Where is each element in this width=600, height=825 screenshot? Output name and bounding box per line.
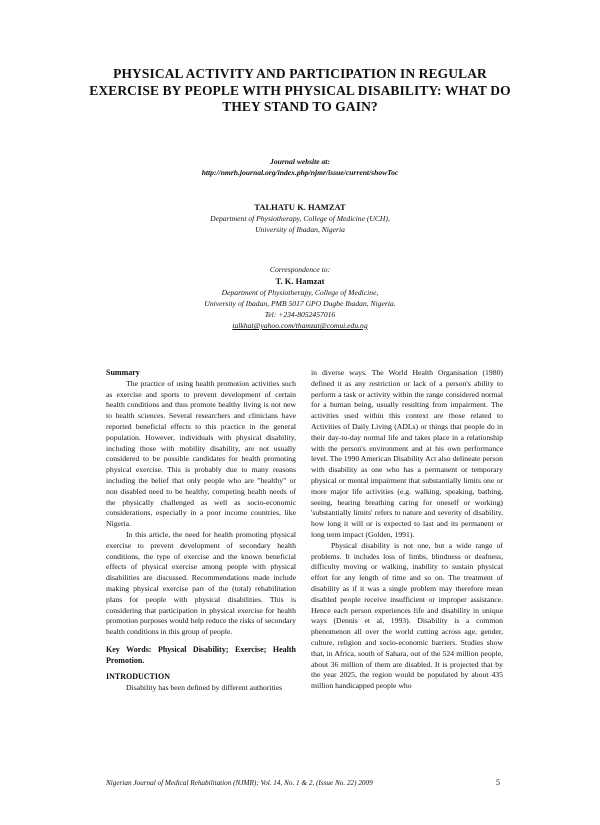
author-university: University of Ibadan, Nigeria	[255, 225, 345, 234]
correspondence-block	[100, 264, 500, 331]
introduction-heading: INTRODUCTION	[106, 671, 171, 681]
correspondence-address: University of Ibadan, PMB 5017 GPO Dugbe Ibadan, Nigeria.	[204, 299, 396, 308]
left-column	[106, 368, 296, 694]
right-column	[311, 368, 503, 692]
correspondence-dept: Department of Physiotherapy, College of Medicine,	[221, 288, 379, 297]
journal-website	[100, 156, 500, 178]
author-block	[100, 201, 500, 235]
correspondence-email[interactable]: talkhat@yahoo.com/thamzat@comui.edu.ng	[232, 321, 368, 330]
correspondence-label: Correspondence to:	[269, 265, 331, 274]
summary-paragraph-2: In this article, the need for health promoting physical exercise to prevent development of secondary health conditions, the type of exercise and the known beneficial effects of physical exercise among people with physical disabilities are discussed. Recommendations made include making physical exercise part of the (total) rehabilitation plans for people with physical disabilities. This is considering that participation in physical exercise for health promotion purposes would help reduce the risks of secondary health conditions in this group of people.	[106, 529, 296, 637]
author-department: Department of Physiotherapy, College of Medicine (UCH),	[210, 214, 390, 223]
summary-paragraph-1: The practice of using health promotion activities such as exercise and sports to prevent development of certain health conditions and thus promote healthy living is not new to health sciences. Several researchers and clinicians have reported beneficial effects to this practice in the general population. However, individuals with physical disability, including those with mobility disability, are not usually considered to be possible candidates for health promoting physical exercise. This is probably due to many reasons including the belief that only people who are "healthy" or non disabled need to be healthy, competing health needs of the physically challenged as well as socio-economic considerations, especially in a poor income countries, like Nigeria.	[106, 378, 296, 529]
body-paragraph-2: Physical disability is not one, but a wide range of problems. It includes loss of limbs, blindness or deafness, difficulty moving or walking, inability to sustain physical effort for any length of time and so on. The treatment of disability as if it was a single problem may therefore mean disabled people receive insufficient or improper assistance. Hence each person experiences life and disability in unique ways (Dennis et al, 1993). Disability is a common phenomenon all over the world cutting across age, gender, culture, religion and socio-economic barriers. Studies show that, in Africa, south of Sahara, out of the 524 million people, about 36 million of them are disabled. It is projected that by the year 2025, the region would be populated by about 435 million handicapped people who	[311, 540, 503, 691]
summary-heading: Summary	[106, 368, 140, 377]
introduction-paragraph-1: Disability has been defined by different authorities	[126, 682, 283, 692]
correspondence-tel: Tel: +234-8052457016	[264, 310, 336, 319]
page-number: 5	[496, 778, 500, 787]
keywords: Key Words: Physical Disability; Exercise; Health Promotion.	[106, 644, 296, 665]
body-paragraph-1: in diverse ways. The World Health Organisation (1980) defined it as any restriction or lack of a person's ability to perform a task or activity within the range considered normal for a human being, usually resulting from impairment. The activities used within this context are those related to Activities of Daily Living (ADLs) or things that people do in their day-to-day normal life and takes place in a relationship with the person's environment and at his own performance level. The 1990 American Disability Act also delineate person with disability as one who has a permanent or temporary physical or mental impairment that substantially limits one or more major life activities (e.g. walking, speaking, bathing, seeing, hearing breathing caring for oneself or working) 'substantially limits' refers to nature and severity of disability, how long it will or is expected to last and its permanent or long term impact (Golden, 1991).	[311, 368, 503, 539]
paper-title: PHYSICAL ACTIVITY AND PARTICIPATION IN REGULAR EXERCISE BY PEOPLE WITH PHYSICAL DISABILITY: WHAT DO THEY STAND TO GAIN?	[89, 66, 511, 114]
journal-footer: Nigerian Journal of Medical Rehabilitation (NJMR); Vol. 14, No. 1 & 2, (Issue No. 22) 2009	[106, 779, 373, 787]
correspondence-name: T. K. Hamzat	[275, 276, 325, 286]
journal-website-url[interactable]: http://nmrh.journal.org/index.php/njmr/issue/current/showToc	[201, 168, 399, 177]
author-name: TALHATU K. HAMZAT	[254, 202, 346, 212]
journal-website-label: Journal website at:	[270, 157, 330, 166]
